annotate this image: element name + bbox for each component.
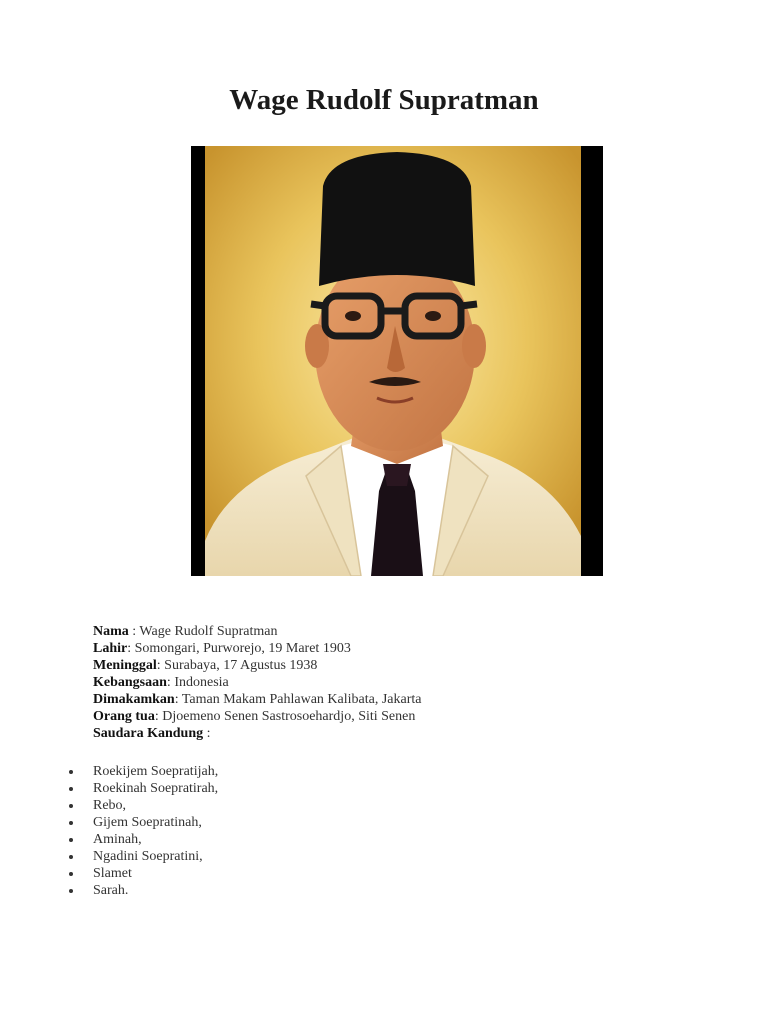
bullet-icon xyxy=(69,770,73,774)
ear-right xyxy=(462,324,486,368)
bullet-icon xyxy=(69,821,73,825)
siblings-list xyxy=(0,763,218,899)
info-row-lahir: Lahir: Somongari, Purworejo, 19 Maret 1903 xyxy=(93,641,351,656)
cap xyxy=(319,152,475,286)
eye-right xyxy=(425,311,441,321)
info-row-orang-tua: Orang tua: Djoemeno Senen Sastrosoehardjo, Siti Senen xyxy=(93,709,416,724)
info-row-dimakamkan: Dimakamkan: Taman Makam Pahlawan Kalibata, Jakarta xyxy=(93,692,422,707)
bullet-icon xyxy=(69,787,73,791)
bullet-icon xyxy=(69,872,73,876)
info-row-saudara: Saudara Kandung : xyxy=(93,726,211,741)
portrait-painting-icon xyxy=(191,146,603,576)
list-item: Roekinah Soepratirah, xyxy=(0,780,218,797)
bullet-icon xyxy=(69,855,73,859)
bullet-icon xyxy=(69,804,73,808)
page-title: Wage Rudolf Supratman xyxy=(229,84,539,116)
bullet-icon xyxy=(69,838,73,842)
list-item: Gijem Soepratinah, xyxy=(0,814,218,831)
list-item: Aminah, xyxy=(0,831,218,848)
bullet-icon xyxy=(69,889,73,893)
info-row-meninggal: Meninggal: Surabaya, 17 Agustus 1938 xyxy=(93,658,318,673)
list-item: Rebo, xyxy=(0,797,218,814)
list-item: Slamet xyxy=(0,865,218,882)
info-row-nama: Nama : Wage Rudolf Supratman xyxy=(93,624,278,639)
info-row-kebangsaan: Kebangsaan: Indonesia xyxy=(93,675,229,690)
list-item: Ngadini Soepratini, xyxy=(0,848,218,865)
list-item: Sarah. xyxy=(0,882,218,899)
list-item: Roekijem Soepratijah, xyxy=(0,763,218,780)
biography-info xyxy=(93,623,693,742)
eye-left xyxy=(345,311,361,321)
tie-knot xyxy=(383,464,411,486)
